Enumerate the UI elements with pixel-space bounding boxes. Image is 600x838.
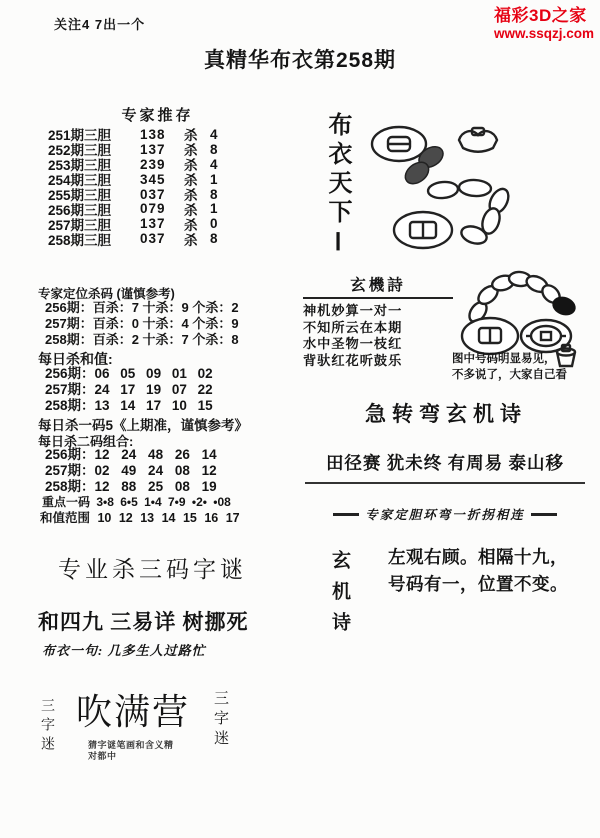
divider-text: 专家定胆环弯一折拐相连 [365, 508, 525, 522]
site-watermark [494, 6, 594, 41]
buyi-tianxia-vertical-title: 布衣天下Ⅰ [324, 112, 350, 261]
row-kill: 1 [210, 201, 218, 217]
row-period: 256期三胆 [48, 202, 112, 218]
row-dan: 138 [140, 126, 166, 142]
divider-dash-right [531, 513, 557, 516]
row-dan: 037 [140, 186, 166, 202]
attention-note: 关注4 7出一个 [54, 17, 146, 32]
recommend-table [48, 127, 268, 246]
sharp-turn-title: 急转弯玄机诗 [365, 402, 527, 426]
daily-kill-two-rows [45, 447, 217, 495]
three-char-label-right: 三字迷 [212, 690, 228, 750]
site-url: www.ssqzj.com [494, 25, 595, 41]
caption-line: 图中号码明显易见， [452, 353, 556, 365]
row-kill-label: 杀 [184, 217, 198, 233]
poem-lines [303, 303, 453, 369]
note-line: 对都中 [88, 751, 117, 761]
row-kill: 8 [210, 141, 218, 157]
row-dan: 137 [140, 216, 166, 232]
poem-line: 左观右顾。相隔十九， [388, 547, 568, 567]
bottom-poem-lines [388, 544, 568, 598]
recommend-title: 专家推存 [121, 107, 194, 124]
row-kill: 4 [210, 126, 218, 142]
list-item: 256期：12 24 48 26 14 [45, 447, 217, 462]
row-kill: 0 [210, 216, 218, 232]
three-char-note [88, 740, 174, 762]
row-kill: 4 [210, 156, 218, 172]
riddle-answer: 和四九 三易详 树挪死 [38, 610, 249, 634]
coins-beads-diagram [355, 110, 547, 250]
daily-kill-sum-title: 每日杀和值: [38, 351, 113, 367]
expert-divider [303, 505, 587, 523]
divider-dash-left [333, 513, 359, 516]
row-dan: 239 [140, 156, 166, 172]
daily-kill-two-title: 每日杀二码组合: [38, 434, 134, 449]
mystery-poem-title: 玄機詩 [303, 273, 453, 299]
list-item: 258期：百杀：2 十杀：7 个杀：8 [45, 332, 239, 347]
row-kill-label: 杀 [184, 173, 198, 189]
riddle-sentence: 布衣一句: 几多生人过路忙 [42, 643, 206, 658]
list-item: 258期：13 14 17 10 15 [45, 398, 213, 413]
row-period: 252期三胆 [48, 143, 112, 159]
note-line: 猜字谜笔画和含义精 [88, 740, 174, 750]
page-title: 真精华布衣第258期 [203, 49, 397, 72]
row-period: 258期三胆 [48, 232, 112, 248]
list-item: 258期：12 88 25 08 19 [45, 479, 217, 494]
row-period: 253期三胆 [48, 158, 112, 174]
row-kill: 8 [210, 231, 218, 247]
list-item: 256期：06 05 09 01 02 [45, 366, 213, 381]
row-dan: 137 [140, 141, 166, 157]
riddle-title: 专业杀三码字谜 [58, 557, 247, 582]
bottom-poem-vertical-title: 玄机诗 [329, 550, 350, 643]
list-item: 257期：百杀：0 十杀：4 个杀：9 [45, 316, 239, 331]
list-item: 257期：24 17 19 07 22 [45, 382, 213, 397]
key-one-line: 重点一码 3•8 6•5 1•4 7•9 •2• •08 [42, 495, 231, 509]
row-kill-label: 杀 [184, 128, 198, 144]
daily-kill-one-line: 每日杀一码5《上期准，谨慎参考》 [38, 418, 249, 433]
position-kill-rows [45, 300, 239, 348]
row-period: 257期三胆 [48, 217, 112, 233]
poem-line: 背驮红花听鼓乐 [303, 352, 403, 368]
row-period: 251期三胆 [48, 128, 112, 144]
poem-line: 神机妙算一对一 [303, 303, 403, 318]
row-kill-label: 杀 [184, 232, 198, 248]
row-period: 255期三胆 [48, 188, 112, 204]
row-kill: 1 [210, 171, 218, 187]
list-item: 256期：百杀：7 十杀：9 个杀：2 [45, 300, 239, 315]
daily-kill-sum-rows [45, 366, 213, 414]
row-kill-label: 杀 [184, 188, 198, 204]
row-kill-label: 杀 [184, 202, 198, 218]
poem-line: 不知所云在本期 [303, 319, 403, 335]
sharp-turn-line: 田径赛 犹未终 有周易 泰山移 [305, 450, 585, 484]
row-period: 254期三胆 [48, 173, 112, 189]
row-dan: 345 [140, 171, 166, 187]
caption-line: 不多说了，大家自己看 [452, 368, 567, 381]
table-row [48, 231, 268, 246]
diagram-caption [452, 352, 567, 383]
mystery-poem [303, 273, 453, 369]
site-name: 福彩3D之家 [494, 6, 587, 25]
three-char-answer: 吹满营 [76, 692, 191, 732]
row-kill: 8 [210, 186, 218, 202]
row-dan: 037 [140, 231, 166, 247]
three-char-label-left: 三字迷 [39, 698, 54, 755]
row-kill-label: 杀 [184, 158, 198, 174]
row-kill-label: 杀 [184, 143, 198, 159]
list-item: 257期：02 49 24 08 12 [45, 463, 217, 478]
poem-line: 号码有一，位置不变。 [388, 574, 568, 594]
poem-line: 水中圣物一枝红 [303, 336, 403, 352]
position-kill-title: 专家定位杀码 (谨慎参考) [38, 287, 175, 301]
sum-range-line: 和值范围 10 12 13 14 15 16 17 [40, 511, 240, 525]
row-dan: 079 [140, 201, 166, 217]
